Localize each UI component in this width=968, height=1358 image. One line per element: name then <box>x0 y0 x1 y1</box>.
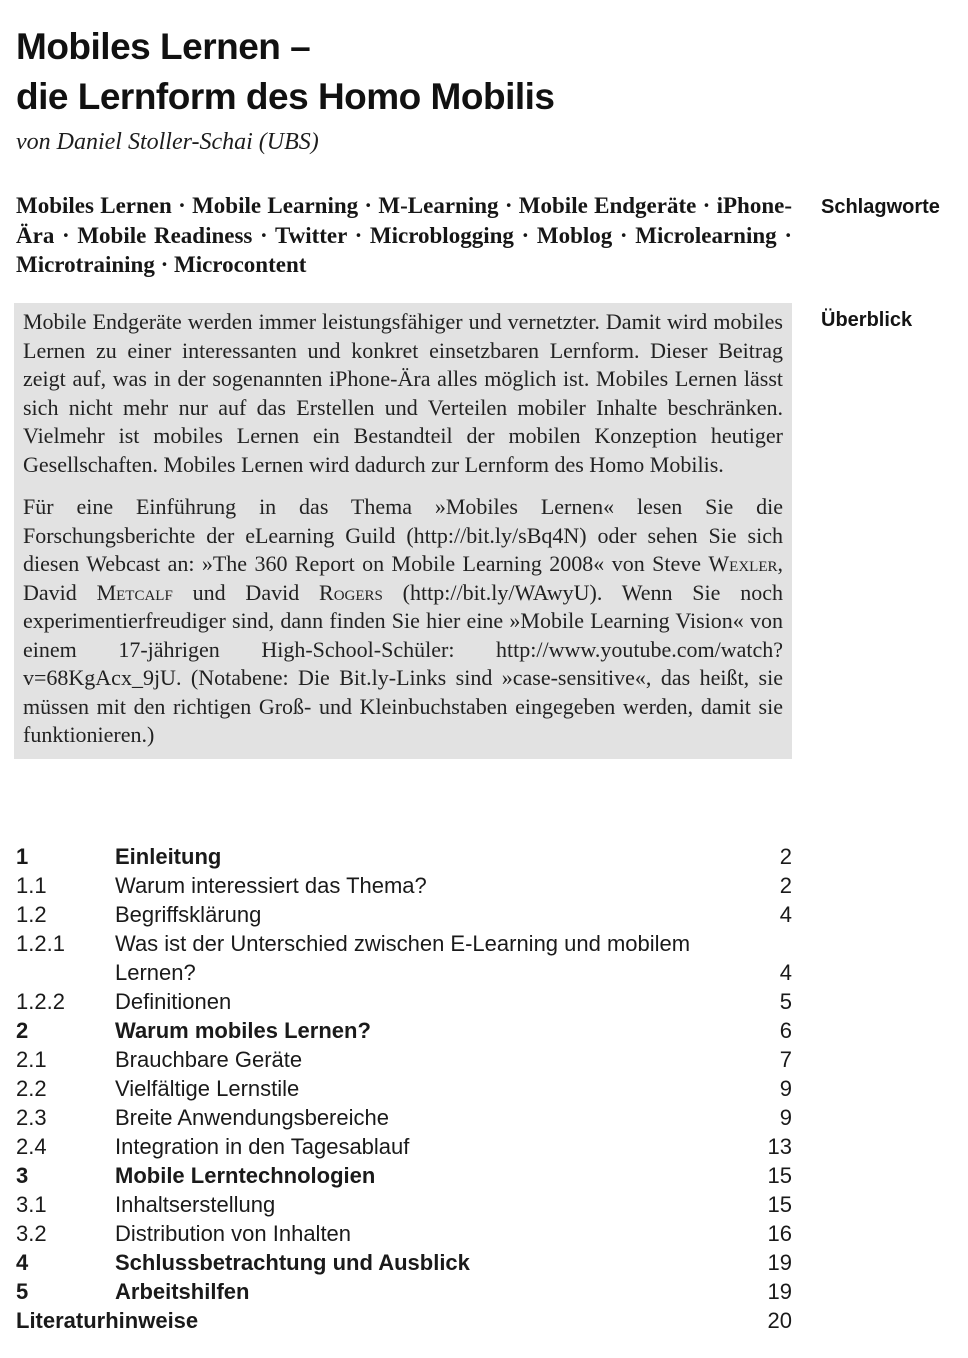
toc-page-number: 6 <box>779 1018 792 1043</box>
toc-number: 3.2 <box>16 1221 47 1246</box>
toc-page-number: 5 <box>779 989 792 1014</box>
toc-number: 2.1 <box>16 1047 47 1072</box>
toc-label: Arbeitshilfen <box>115 1279 250 1304</box>
toc-row <box>16 929 792 987</box>
page-title <box>16 22 796 122</box>
toc-label: Distribution von Inhalten <box>115 1221 352 1246</box>
toc-row <box>16 1016 792 1045</box>
toc-number: 1.2 <box>16 902 47 927</box>
toc-row <box>16 900 792 929</box>
toc-label: Schlussbetrachtung und Ausblick <box>115 1250 470 1275</box>
overview-paragraph-1: Mobile Endgeräte werden immer leistungsfähiger und vernetzter. Damit wird mobiles Lernen zu einer interessanten und konkret einsetzbaren Lernform. Dieser Beitrag zeigt auf, was in der sogenannten iPhone-Ära alles möglich ist. Mobiles Lernen lässt sich nicht mehr nur auf das Erstellen und Verteilen mobiler Inhalte beschränken. Vielmehr ist mobiles Lernen ein Bestandteil der mobilen Konzeption heutiger Gesellschaften. Mobiles Lernen wird dadurch zur Lernform des Homo Mobilis. <box>23 309 783 477</box>
toc-page-number: 2 <box>779 844 792 869</box>
margin-label-schlagworte: Schlagworte <box>821 196 940 218</box>
table-of-contents <box>16 842 792 1335</box>
overview-paragraph-2-text: Für eine Einführung in das Thema »Mobiles Lernen« lesen Sie die Forschungsberichte der eLearning Guild (http://bit.ly/sBq4N) oder sehen Sie sich diesen Webcast an: »The 360 Report on Mobile Learning 2008« von Steve <box>23 494 783 576</box>
toc-number: 1 <box>16 844 29 869</box>
toc-page-number: 15 <box>767 1163 792 1188</box>
person-name-rogers: Rogers <box>319 579 383 605</box>
overview-paragraph-2-text: , David <box>23 551 783 605</box>
toc-page-number: 19 <box>767 1250 792 1275</box>
toc-label: Warum interessiert das Thema? <box>115 873 427 898</box>
overview-paragraph-2 <box>23 493 783 750</box>
toc-label: Was ist der Unterschied zwischen E-Learning und mobilem Lernen? <box>115 931 691 985</box>
toc-row <box>16 1074 792 1103</box>
toc-number: 2.4 <box>16 1134 47 1159</box>
toc-label: Literaturhinweise <box>16 1308 199 1333</box>
toc-row <box>16 1219 792 1248</box>
toc-page-number: 13 <box>767 1134 792 1159</box>
person-name-metcalf: Metcalf <box>96 579 173 605</box>
toc-number: 3 <box>16 1163 29 1188</box>
toc-number: 5 <box>16 1279 29 1304</box>
toc-row <box>16 1190 792 1219</box>
toc-page-number: 19 <box>767 1279 792 1304</box>
toc-number: 1.1 <box>16 873 47 898</box>
keywords-text: Mobiles Lernen · Mobile Learning · M-Learning · Mobile Endgeräte · iPhone-Ära · Mobile Readiness · Twitter · Microblogging · Moblog · Microlearning · Microtraining · Microcontent <box>16 193 792 277</box>
overview-box <box>14 303 792 759</box>
toc-label: Einleitung <box>115 844 222 869</box>
toc-label: Warum mobiles Lernen? <box>115 1018 371 1043</box>
person-name-wexler: Wexler <box>708 551 778 576</box>
toc-label: Begriffsklärung <box>115 902 262 927</box>
toc-number: 1.2.1 <box>16 931 65 956</box>
toc-label: Integration in den Tagesablauf <box>115 1134 410 1159</box>
toc-row <box>16 842 792 871</box>
toc-row <box>16 1248 792 1277</box>
page-title-line2: die Lernform des Homo Mobilis <box>16 76 555 117</box>
author-line: von Daniel Stoller-Schai (UBS) <box>16 129 319 155</box>
toc-number: 3.1 <box>16 1192 47 1217</box>
toc-label: Brauchbare Geräte <box>115 1047 303 1072</box>
toc-label: Breite Anwendungsbereiche <box>115 1105 389 1130</box>
toc-number: 2.2 <box>16 1076 47 1101</box>
toc-row <box>16 1306 792 1335</box>
toc-row <box>16 987 792 1016</box>
overview-paragraph-2-text: (http://bit.ly/WAwyU). Wenn Sie noch experimentierfreudiger sind, dann finden Sie hier eine »Mobile Learning Vision« von einem 17-jährigen High-School-Schüler: http://www.youtube.com/watch?v=68KgAcx_9jU. (Notabene: Die Bit.ly-Links sind »case-sensitive«, das heißt, sie müssen mit den richtigen Groß- und Kleinbuchstaben eingegeben werden, damit sie funktionieren.) <box>23 579 783 747</box>
toc-label: Mobile Lerntechnologien <box>115 1163 376 1188</box>
toc-label: Vielfältige Lernstile <box>115 1076 300 1101</box>
toc-label: Inhaltserstellung <box>115 1192 276 1217</box>
toc-number: 2.3 <box>16 1105 47 1130</box>
toc-page-number: 9 <box>779 1105 792 1130</box>
toc-row <box>16 1045 792 1074</box>
toc-page-number: 16 <box>767 1221 792 1246</box>
toc-row <box>16 871 792 900</box>
toc-row <box>16 1103 792 1132</box>
toc-page-number: 20 <box>767 1308 792 1333</box>
toc-row <box>16 1277 792 1306</box>
toc-page-number: 2 <box>779 873 792 898</box>
toc-page-number: 9 <box>779 1076 792 1101</box>
toc-page-number: 7 <box>779 1047 792 1072</box>
toc-label: Definitionen <box>115 989 232 1014</box>
toc-row <box>16 1161 792 1190</box>
toc-number: 2 <box>16 1018 29 1043</box>
margin-label-ueberblick: Überblick <box>821 309 913 331</box>
page-title-line1: Mobiles Lernen – <box>16 26 311 67</box>
toc-page-number: 4 <box>779 960 792 985</box>
toc-row <box>16 1132 792 1161</box>
toc-page-number: 4 <box>779 902 792 927</box>
toc-number: 1.2.2 <box>16 989 65 1014</box>
overview-paragraph-2-text: und David <box>172 579 320 605</box>
toc-number: 4 <box>16 1250 29 1275</box>
toc-page-number: 15 <box>767 1192 792 1217</box>
